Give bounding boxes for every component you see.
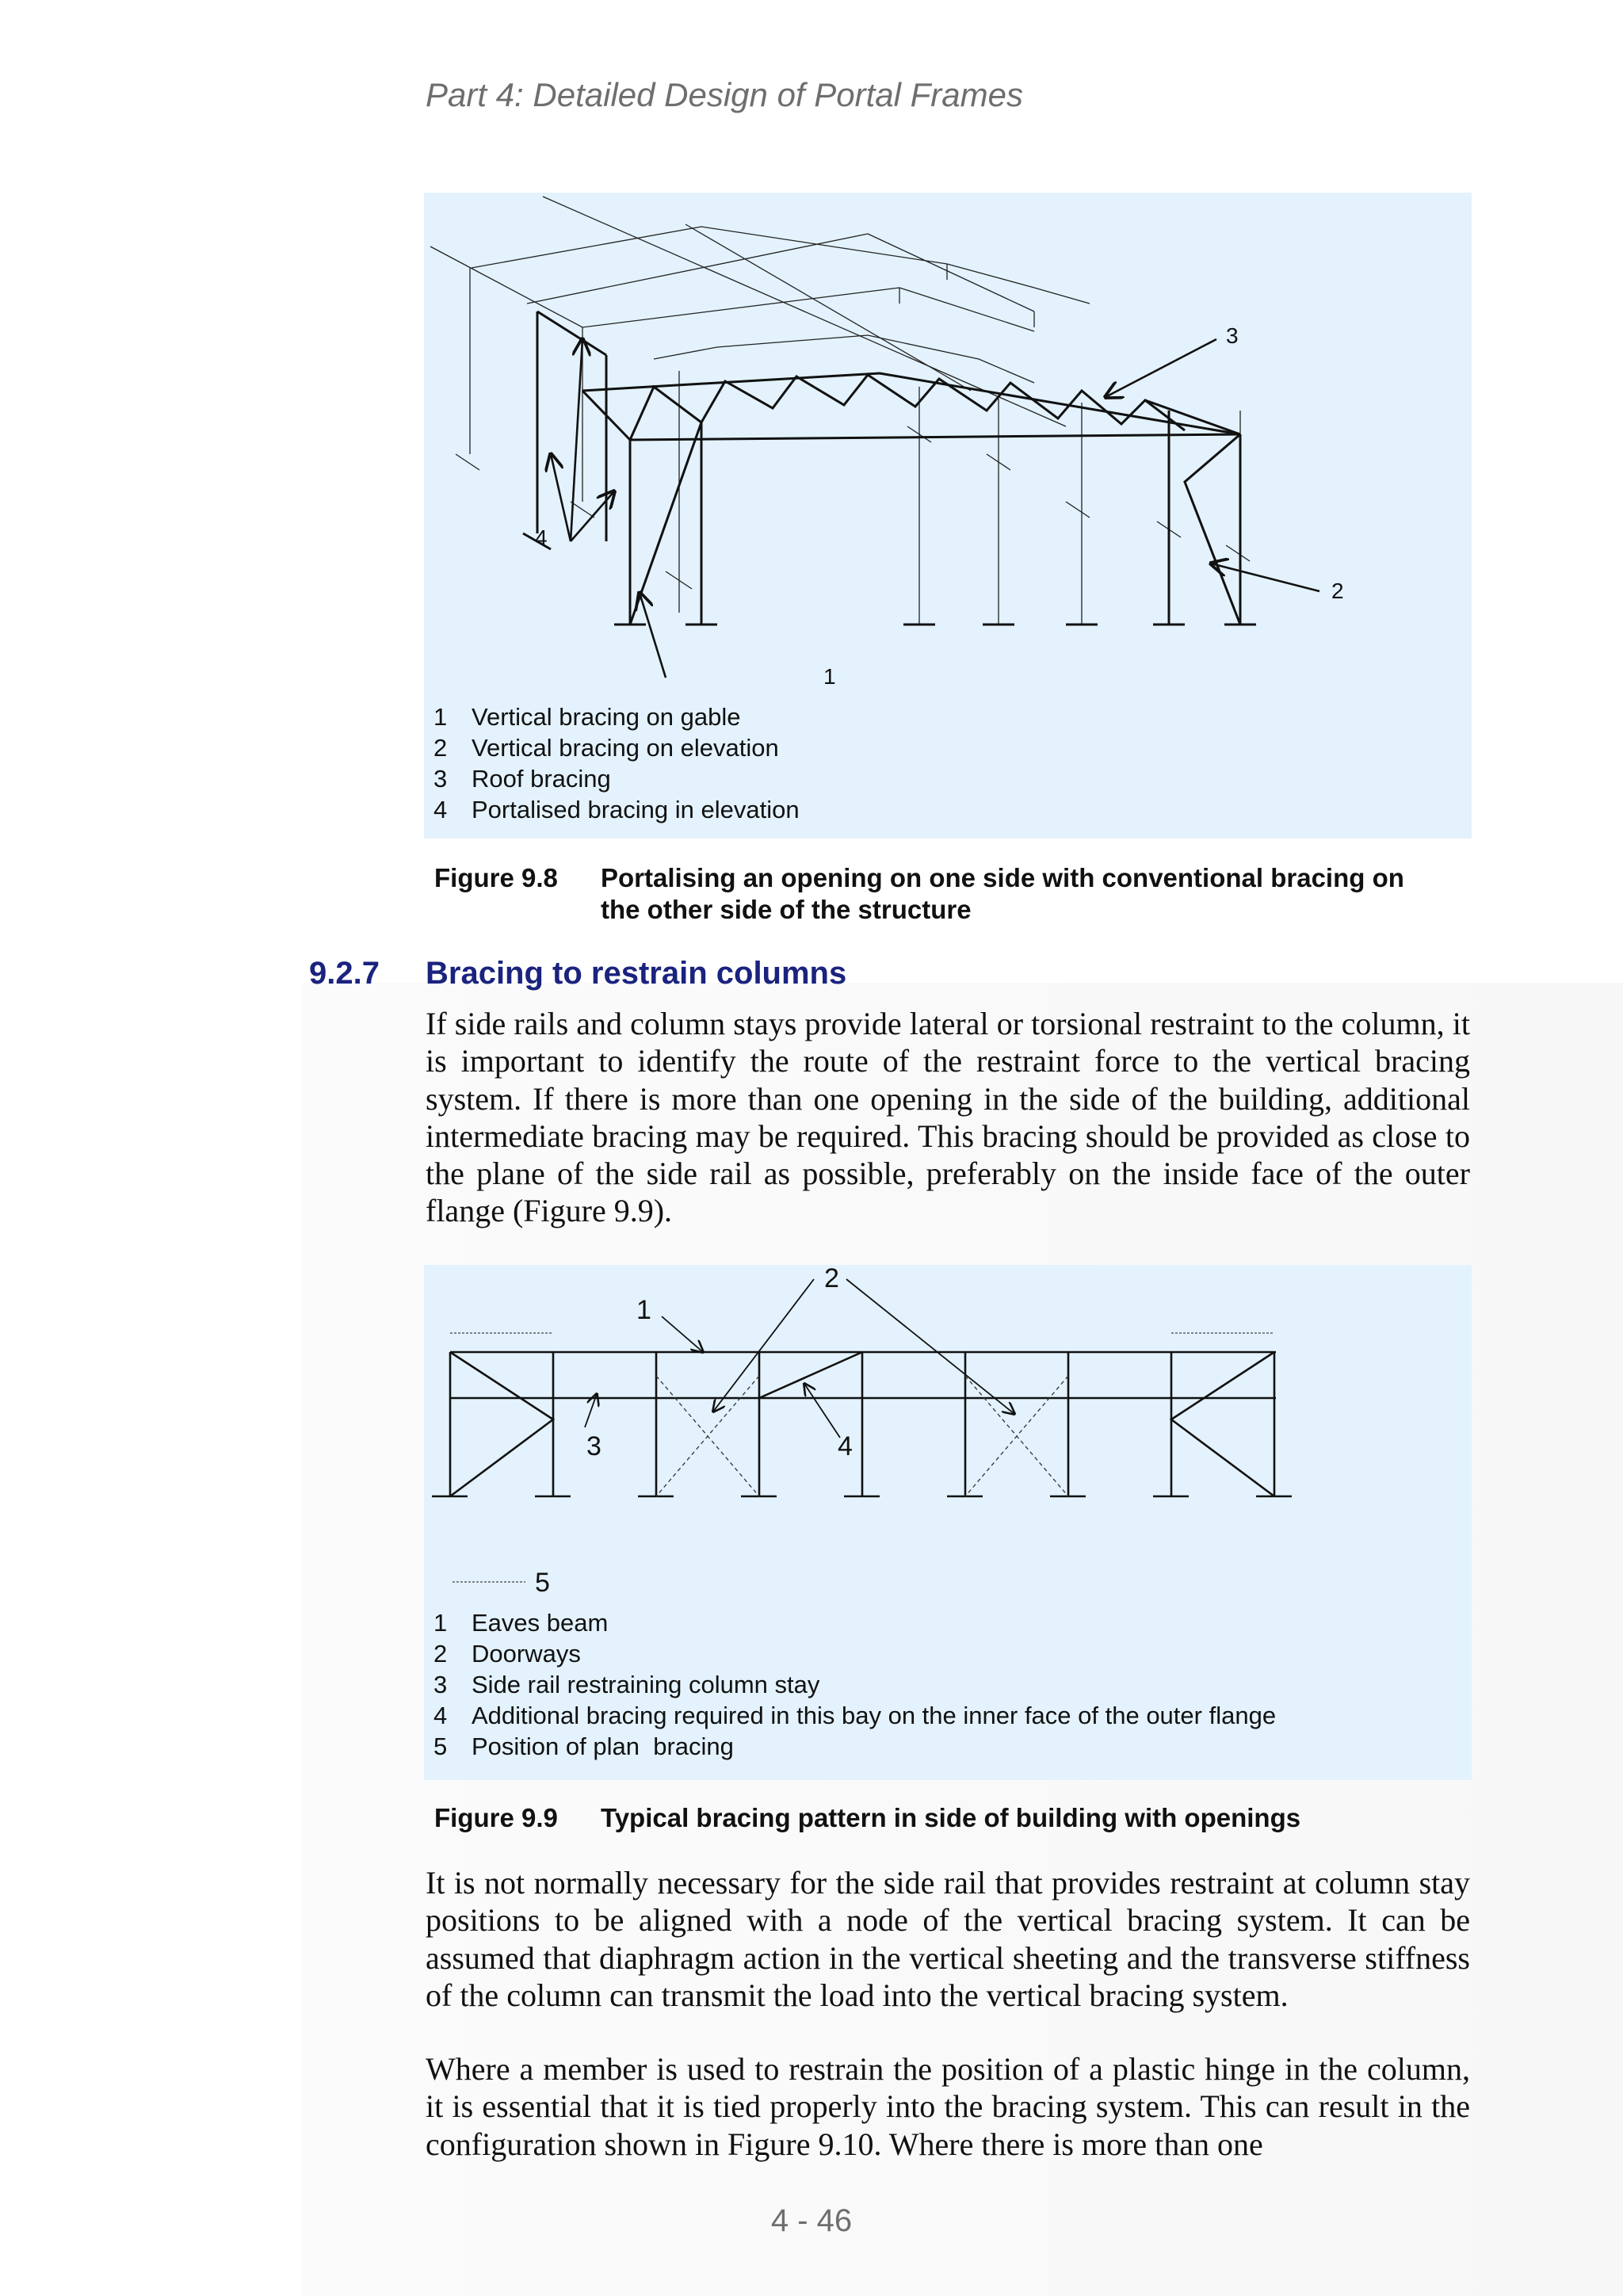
callout-4: 4 [838, 1431, 853, 1461]
paragraph: If side rails and column stays provide lateral or torsional restraint to the column, it is important to identify the route of the restraint force to the vertical bracing system. If there is more than one opening in the side of the building, additional intermediate bracing may be required. This bracing should be provided as close to the plane of the side rail as possible, preferably on the inside face of the outer flange (Figure 9.9). [426, 1006, 1470, 1229]
legend-item: 2 Doorways [433, 1640, 581, 1668]
caption-label: Figure 9.8 [434, 863, 558, 892]
callout-2: 2 [1331, 579, 1344, 603]
frame-thin-lines [430, 197, 1250, 625]
callout-arrows [551, 339, 1319, 678]
callout-5: 5 [535, 1568, 550, 1598]
legend-item: 4 Additional bracing required in this bay on the inner face of the outer flange [433, 1702, 1277, 1729]
section-title: Bracing to restrain columns [426, 956, 847, 991]
paragraph: Where a member is used to restrain the position of a plastic hinge in the column, it is essential that it is tied properly into the bracing system. This can result in the configuration shown in Figure 9.10. Where there is more than one [426, 2051, 1470, 2162]
running-header: Part 4: Detailed Design of Portal Frames [426, 76, 1023, 113]
legend-item: 5 Position of plan bracing [433, 1733, 734, 1760]
figure-9-9-panel [424, 1265, 1472, 1780]
figure-9-8-legend [433, 701, 800, 825]
legend-item: 2 Vertical bracing on elevation [433, 734, 779, 762]
figure-9-8-caption [434, 862, 1472, 934]
figure-9-8-panel [424, 193, 1472, 839]
elevation-frame [432, 1352, 1292, 1496]
legend-item: 4 Portalised bracing in elevation [433, 796, 800, 823]
legend-item: 3 Side rail restraining column stay [433, 1671, 820, 1698]
caption-text: Typical bracing pattern in side of building with openings [601, 1803, 1301, 1832]
figure-9-9-callouts [535, 1265, 853, 1598]
caption-label: Figure 9.9 [434, 1803, 558, 1832]
callout-1: 1 [636, 1295, 651, 1325]
section-number: 9.2.7 [309, 956, 380, 991]
callout-4: 4 [535, 525, 548, 550]
callout-3: 3 [1226, 323, 1239, 348]
paragraph: It is not normally necessary for the side rail that provides restraint at column stay positions to be aligned with a node of the vertical bracing system. It can be assumed that diaphragm action in the vertical sheeting and the transverse stiffness of the column can transmit the load into the vertical bracing system. [426, 1865, 1470, 2013]
figure-9-9-legend [433, 1607, 1276, 1762]
legend-item: 1 Eaves beam [433, 1609, 609, 1637]
figure-9-9-caption [434, 1802, 1472, 1842]
page-number: 4 - 46 [770, 2203, 853, 2238]
callout-2: 2 [824, 1265, 839, 1293]
callout-1: 1 [823, 664, 836, 689]
frame-bold-lines [523, 311, 1256, 625]
legend-item: 1 Vertical bracing on gable [433, 703, 741, 731]
caption-text: Portalising an opening on one side with conventional bracing on the other side of the structure [601, 863, 1404, 924]
legend-item: 3 Roof bracing [433, 765, 611, 793]
callout-3: 3 [586, 1431, 601, 1461]
